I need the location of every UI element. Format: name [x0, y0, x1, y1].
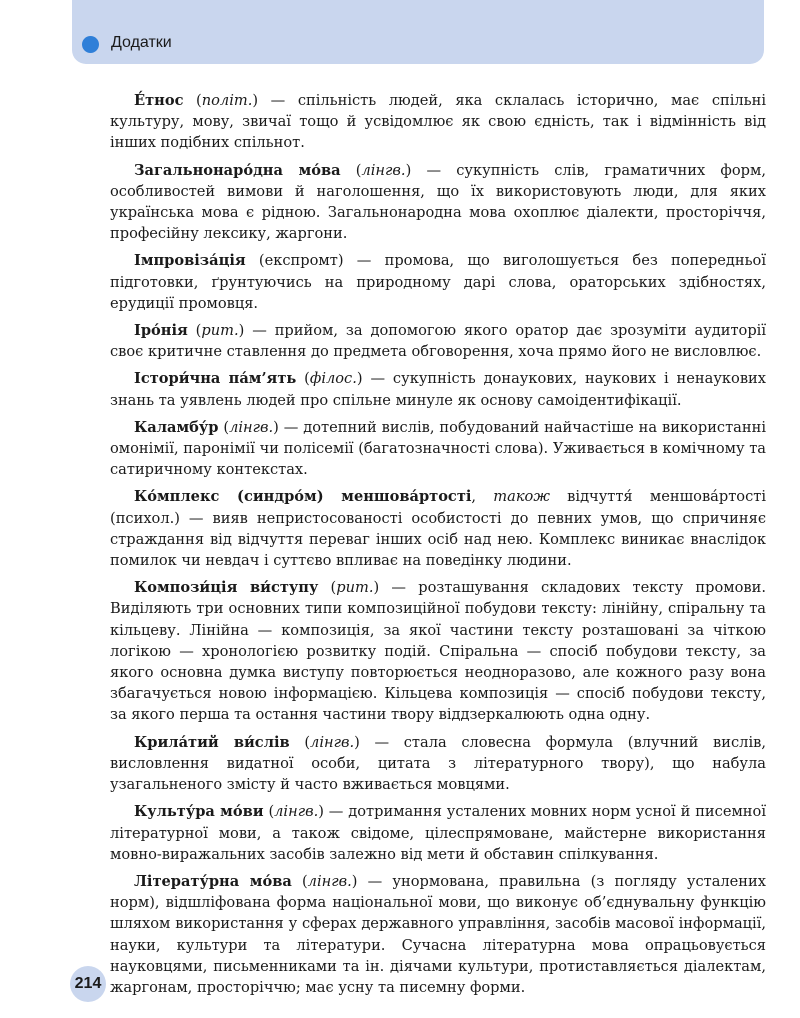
entry-definition: ) — сукупність слів, граматичних форм, особливостей вимови й наголошення, що їх використовують люди, для яких українська мова є рідною. Загальнонародна мова охоплює діалекти, просторіччя, професійну лексику, жаргони. — [110, 161, 766, 243]
entry-term: Крила́тий ви́слів — [134, 733, 290, 751]
glossary-entry: Каламбу́р (лінгв.) — дотепний вислів, побудований найчастіше на використанні омонімії, паронімії чи полісемії (багатозначності слова). Уживається в комічному та сатиричному контекстах. — [110, 418, 766, 479]
entry-label: лінгв. — [229, 418, 274, 436]
glossary-entry: Ко́мплекс (синдро́м) меншова́ртості, також відчуття́ меншова́ртості (психол.) — вияв непристосованості особистості до певних умов, що спричиняє страждання від відчуття переваг інших осіб над нею. Комплекс виникає внаслідок помилок чи невдач і суттєво впливає на поведінку людини. — [110, 488, 766, 570]
entry-term: Іро́нія — [134, 322, 188, 340]
entry-term: Е́тнос — [134, 92, 184, 109]
section-title: Додатки — [111, 34, 172, 51]
entry-label: рит. — [336, 579, 374, 597]
glossary-content — [110, 90, 766, 1004]
glossary-entry — [110, 250, 766, 314]
section-bullet-icon — [82, 36, 99, 53]
entry-label: філос. — [309, 370, 357, 388]
glossary-entry: Крила́тий ви́слів (лінгв.) — стала словесна формула (влучний вислів, висловлення видатної особи, цитата з літературного твору), що набула узагальненого змісту й часто вживається мовцями. — [110, 733, 766, 794]
entry-term: Істори́чна па́м’ять — [134, 370, 297, 388]
glossary-entry: Істори́чна па́м’ять (філос.) — сукупність донаукових, наукових і ненаукових знань та уявлень людей про спільне минуле як основу самоідентифікації. — [110, 370, 766, 409]
entry-term: Імпровіза́ція — [134, 252, 246, 270]
glossary-entry: Іро́нія (рит.) — прийом, за допомогою якого оратор дає зрозуміти аудиторії своє критичне ставлення до предмета обговорення, хоча прямо його не висловлює. — [110, 322, 766, 361]
entry-definition: ) — унормована, правильна (з погляду усталених норм), відшліфована форма національної мови, що виконує об’єднувальну функцію шляхом використання у сферах державного управління, засобів масової інформації, науки, культури та літератури. Сучасна літературна мова опрацьовується науковцями, письменниками та ін. діячами культури, протиставляється діалектам, жаргонам, просторіччю; має усну та писемну форми. — [110, 872, 766, 996]
entry-term: Літерату́рна мо́ва — [134, 872, 292, 890]
entry-term: Ко́мплекс (синдро́м) меншова́ртості — [134, 488, 472, 506]
entry-label: лінгв. — [310, 733, 355, 751]
glossary-entry: Компози́ція ви́ступу (рит.) — розташування складових тексту промови. Виділяють три основних типи композиційної побудови тексту: лінійну, спіральну та кільцеву. Лінійна — композиція, за якої частини тексту розташовані за чіткою логікою — хронологією розвитку подій. Спіральна — спосіб побудови тексту, за якого основна думка виступу повторюється неодноразово, але кожного разу вона збагачується новою інформацією. Кільцева композиція — спосіб побудови тексту, за якого перша та остання частини твору віддзеркалюють одна одну. — [110, 579, 766, 724]
entry-definition: ) — дотримання усталених мовних норм усної й писемної літературної мови, а також свідоме, цілеспрямоване, майстерне використання мовно-виражальних засобів залежно від мети й обставин спілкування. — [110, 803, 766, 863]
entry-label: політ. — [201, 92, 253, 109]
glossary-entry: Культу́ра мо́ви (лінгв.) — дотримання усталених мовних норм усної й писемної літературної мови, а також свідоме, цілеспрямоване, майстерне використання мовно-виражальних засобів залежно від мети й обставин спілкування. — [110, 803, 766, 863]
entry-term: Загальнонаро́дна мо́ва — [134, 161, 341, 179]
entry-definition: ) — дотепний вислів, побудований найчастіше на використанні омонімії, паронімії чи полісемії (багатозначності слова). Уживається в комічному та сатиричному контекстах. — [110, 418, 766, 479]
entry-label: лінгв. — [274, 803, 319, 821]
entry-term: Культу́ра мо́ви — [134, 803, 264, 821]
entry-definition: (експромт) — промова, що виголошується без попередньої підготовки, ґрунтуючись на природному дарі слова, ораторських здібностях, ерудиції промовця. — [110, 252, 766, 312]
entry-definition: ) — стала словесна формула (влучний вислів, висловлення видатної особи, цитата з літературного твору), що набула узагальненого змісту й часто вживається мовцями. — [110, 733, 766, 794]
entry-label: лінгв. — [307, 872, 352, 890]
header-band — [72, 0, 764, 64]
glossary-entry: Літерату́рна мо́ва (лінгв.) — унормована, правильна (з погляду усталених норм), відшліфована форма національної мови, що виконує об’єднувальну функцію шляхом використання у сферах державного управління, засобів масової інформації, науки, культури та літератури. Сучасна літературна мова опрацьовується науковцями, письменниками та ін. діячами культури, протиставляється діалектам, жаргонам, просторіччю; має усну та писемну форми. — [110, 872, 766, 996]
glossary-entry: Загальнонаро́дна мо́ва (лінгв.) — сукупність слів, граматичних форм, особливостей вимови й наголошення, що їх використовують люди, для яких українська мова є рідною. Загальнонародна мова охоплює діалекти, просторіччя, професійну лексику, жаргони. — [110, 161, 766, 243]
entry-definition: відчуття́ меншова́ртості (психол.) — вияв непристосованості особистості до певних умов, що спричиняє страждання від відчуття переваг інших осіб над нею. Комплекс виникає внаслідок помилок чи невдач і суттєво впливає на поведінку людини. — [110, 488, 766, 570]
page-number: 214 — [70, 966, 106, 1002]
entry-term: Каламбу́р — [134, 418, 219, 436]
glossary-entry: Е́тнос (політ.) — спільність людей, яка склалась історично, має спільні культуру, мову, звичаї тощо й усвідомлює як свою єдність, так і відмінність від інших подібних спільнот. — [110, 92, 766, 152]
entry-definition: ) — сукупність донаукових, наукових і ненаукових знань та уявлень людей про спільне минуле як основу самоідентифікації. — [110, 370, 766, 409]
entry-term: Компози́ція ви́ступу — [134, 579, 319, 597]
entry-label: рит. — [201, 322, 239, 340]
entry-label: лінгв. — [361, 161, 406, 179]
entry-definition: ) — розташування складових тексту промови. Виділяють три основних типи композиційної побудови тексту: лінійну, спіральну та кільцеву. Лінійна — композиція, за якої частини тексту розташовані за чіткою логікою — хронологією розвитку подій. Спіральна — спосіб побудови тексту, за якого основна думка виступу повторюється неодноразово, але кожного разу вона збагачується новою інформацією. Кільцева композиція — спосіб побудови тексту, за якого перша та остання частини твору віддзеркалюють одна одну. — [110, 579, 766, 724]
entry-definition: ) — спільність людей, яка склалась історично, має спільні культуру, мову, звичаї тощо й усвідомлює як свою єдність, так і відмінність від інших подібних спільнот. — [110, 92, 766, 152]
entry-definition: ) — прийом, за допомогою якого оратор дає зрозуміти аудиторії своє критичне ставлення до предмета обговорення, хоча прямо його не висловлює. — [110, 322, 766, 361]
entry-label: також — [493, 488, 550, 506]
